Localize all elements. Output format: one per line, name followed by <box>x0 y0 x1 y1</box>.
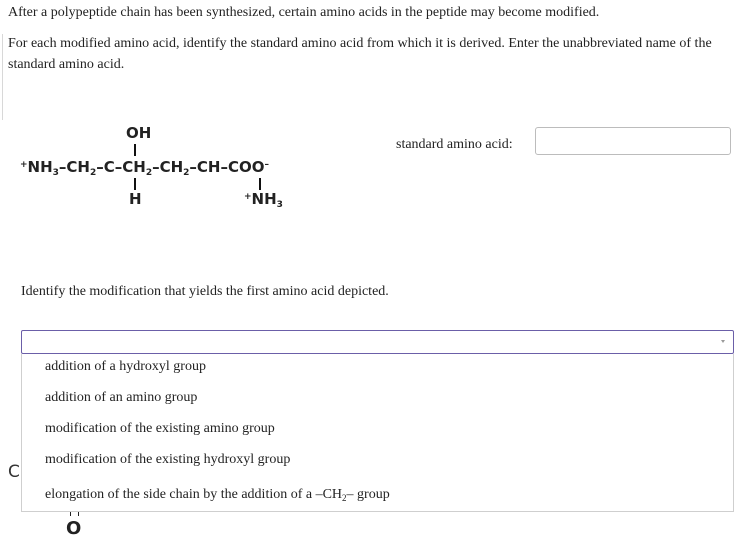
modification-dropdown[interactable] <box>21 330 734 354</box>
instruction-text: For each modified amino acid, identify the standard amino acid from which it is derived. Enter the unabbreviated name of the standard amino acid. <box>8 36 712 72</box>
bond-h <box>134 178 136 190</box>
intro-text: After a polypeptide chain has been synthesized, certain amino acids in the peptide may become modified. <box>8 5 600 20</box>
chevron-down-icon[interactable] <box>721 340 725 343</box>
dropdown-options-list <box>21 354 734 512</box>
modification-question: Identify the modification that yields the first amino acid depicted. <box>21 284 389 299</box>
alpha-amino-group-label: $^+NH_3$ <box>244 190 283 210</box>
option-addition-amino[interactable]: addition of an amino group <box>45 390 198 405</box>
bond-oh <box>134 144 136 156</box>
left-rule <box>2 34 3 120</box>
answer-label: standard amino acid: <box>396 137 513 152</box>
option-modify-hydroxyl[interactable]: modification of the existing hydroxyl group <box>45 452 291 467</box>
option-elongation[interactable]: elongation of the side chain by the addition of a $-CH_2-$ group <box>45 487 390 503</box>
option-modify-amino[interactable]: modification of the existing amino group <box>45 421 275 436</box>
amino-acid-structure <box>20 120 360 220</box>
bond-nh3 <box>259 178 261 190</box>
option-addition-hydroxyl[interactable]: addition of a hydroxyl group <box>45 359 206 374</box>
standard-amino-acid-input[interactable] <box>535 127 731 155</box>
background-fragment-c: C <box>8 462 20 482</box>
background-fragment-o: O <box>66 518 82 539</box>
hydrogen-label: H <box>129 190 142 208</box>
hydroxyl-group-label: OH <box>126 124 152 142</box>
main-chain: $^+NH_3-CH_2-C-CH_2-CH_2-CH-COO^-$ <box>20 158 269 178</box>
background-double-bond <box>70 512 79 516</box>
